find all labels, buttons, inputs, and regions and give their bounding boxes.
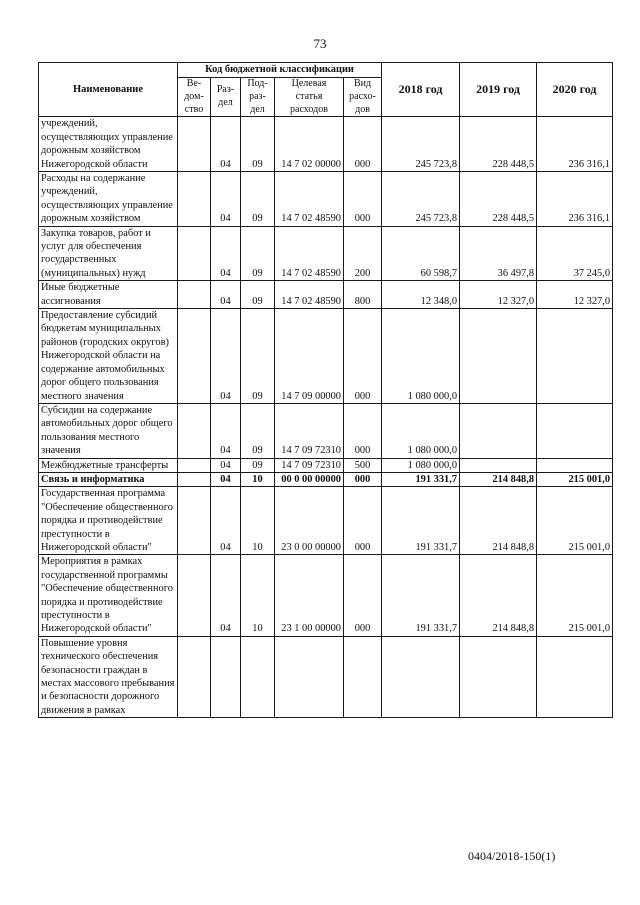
row-2020: 37 245,0 bbox=[537, 226, 613, 281]
row-2019 bbox=[460, 636, 537, 717]
header-name: Наименование bbox=[39, 63, 178, 117]
budget-table bbox=[38, 62, 613, 718]
row-target: 14 7 02 48590 bbox=[275, 226, 344, 281]
header-2020: 2020 год bbox=[537, 63, 613, 117]
row-razdel bbox=[211, 636, 241, 717]
table-row bbox=[39, 309, 613, 404]
header-razdel: Раз- дел bbox=[211, 78, 241, 117]
row-target bbox=[275, 636, 344, 717]
row-razdel: 04 bbox=[211, 281, 241, 309]
header-podrazdel: Под- раз- дел bbox=[241, 78, 275, 117]
row-2018: 191 331,7 bbox=[382, 472, 460, 486]
row-name: учреждений, осуществляющих управление дорожным хозяйством Нижегородской области bbox=[39, 117, 178, 172]
row-target: 14 7 02 48590 bbox=[275, 281, 344, 309]
table-row bbox=[39, 172, 613, 227]
row-vid: 000 bbox=[344, 472, 382, 486]
row-2019: 12 327,0 bbox=[460, 281, 537, 309]
header-vid: Вид расхо- дов bbox=[344, 78, 382, 117]
row-podrazdel: 09 bbox=[241, 117, 275, 172]
row-podrazdel: 09 bbox=[241, 458, 275, 472]
row-razdel: 04 bbox=[211, 172, 241, 227]
row-ved bbox=[178, 555, 211, 636]
row-2018: 191 331,7 bbox=[382, 555, 460, 636]
row-target: 14 7 09 72310 bbox=[275, 458, 344, 472]
row-razdel: 04 bbox=[211, 117, 241, 172]
row-podrazdel: 09 bbox=[241, 172, 275, 227]
row-razdel: 04 bbox=[211, 309, 241, 404]
row-podrazdel bbox=[241, 636, 275, 717]
row-target: 00 0 00 00000 bbox=[275, 472, 344, 486]
row-ved bbox=[178, 458, 211, 472]
row-2020: 215 001,0 bbox=[537, 555, 613, 636]
row-name: Повышение уровня технического обеспечения безопасности граждан в местах массового пребывания и безопасности дорожного движения в рамках bbox=[39, 636, 178, 717]
row-name: Предоставление субсидий бюджетам муниципальных районов (городских округов) Нижегородской области на содержание автомобильных дорог общего пользования местного значения bbox=[39, 309, 178, 404]
table-body bbox=[39, 117, 613, 718]
header-target: Целевая статья расходов bbox=[275, 78, 344, 117]
row-2019 bbox=[460, 309, 537, 404]
row-target: 23 1 00 00000 bbox=[275, 555, 344, 636]
row-2018: 1 080 000,0 bbox=[382, 458, 460, 472]
row-ved bbox=[178, 309, 211, 404]
row-podrazdel: 10 bbox=[241, 487, 275, 555]
row-2019: 214 848,8 bbox=[460, 555, 537, 636]
row-2020: 12 327,0 bbox=[537, 281, 613, 309]
table-row bbox=[39, 226, 613, 281]
row-ved bbox=[178, 172, 211, 227]
header-2019: 2019 год bbox=[460, 63, 537, 117]
row-2019: 214 848,8 bbox=[460, 487, 537, 555]
row-name: Мероприятия в рамках государственной программы "Обеспечение общественного порядка и противодействие преступности в Нижегородской области" bbox=[39, 555, 178, 636]
row-podrazdel: 09 bbox=[241, 309, 275, 404]
row-vid bbox=[344, 636, 382, 717]
header-2018: 2018 год bbox=[382, 63, 460, 117]
row-2020 bbox=[537, 403, 613, 458]
row-razdel: 04 bbox=[211, 487, 241, 555]
row-2018: 245 723,8 bbox=[382, 172, 460, 227]
row-target: 14 7 09 00000 bbox=[275, 309, 344, 404]
row-target: 14 7 02 00000 bbox=[275, 117, 344, 172]
row-ved bbox=[178, 636, 211, 717]
table-row bbox=[39, 636, 613, 717]
row-2018: 12 348,0 bbox=[382, 281, 460, 309]
row-2018 bbox=[382, 636, 460, 717]
table-row bbox=[39, 487, 613, 555]
row-ved bbox=[178, 226, 211, 281]
row-name: Межбюджетные трансферты bbox=[39, 458, 178, 472]
row-name: Расходы на содержание учреждений, осуществляющих управление дорожным хозяйством bbox=[39, 172, 178, 227]
row-name: Связь и информатика bbox=[39, 472, 178, 486]
row-razdel: 04 bbox=[211, 472, 241, 486]
row-vid: 000 bbox=[344, 555, 382, 636]
row-name: Субсидии на содержание автомобильных дорог общего пользования местного значения bbox=[39, 403, 178, 458]
row-2020: 236 316,1 bbox=[537, 117, 613, 172]
row-target: 14 7 02 48590 bbox=[275, 172, 344, 227]
row-2020 bbox=[537, 636, 613, 717]
row-2019: 228 448,5 bbox=[460, 172, 537, 227]
row-podrazdel: 09 bbox=[241, 403, 275, 458]
row-vid: 000 bbox=[344, 172, 382, 227]
row-podrazdel: 10 bbox=[241, 472, 275, 486]
header-ved: Ве- дом- ство bbox=[178, 78, 211, 117]
row-2018: 191 331,7 bbox=[382, 487, 460, 555]
row-2019: 214 848,8 bbox=[460, 472, 537, 486]
row-vid: 000 bbox=[344, 403, 382, 458]
row-2020 bbox=[537, 309, 613, 404]
row-2018: 1 080 000,0 bbox=[382, 403, 460, 458]
page-number: 73 bbox=[313, 36, 327, 51]
row-vid: 200 bbox=[344, 226, 382, 281]
row-vid: 500 bbox=[344, 458, 382, 472]
row-name: Закупка товаров, работ и услуг для обеспечения государственных (муниципальных) нужд bbox=[39, 226, 178, 281]
row-target: 23 0 00 00000 bbox=[275, 487, 344, 555]
row-podrazdel: 09 bbox=[241, 281, 275, 309]
row-2019: 36 497,8 bbox=[460, 226, 537, 281]
row-razdel: 04 bbox=[211, 403, 241, 458]
row-2019: 228 448,5 bbox=[460, 117, 537, 172]
row-ved bbox=[178, 117, 211, 172]
table-row bbox=[39, 281, 613, 309]
document-code: 0404/2018-150(1) bbox=[468, 849, 556, 863]
row-razdel: 04 bbox=[211, 458, 241, 472]
row-2020 bbox=[537, 458, 613, 472]
row-2020: 215 001,0 bbox=[537, 487, 613, 555]
row-vid: 800 bbox=[344, 281, 382, 309]
row-ved bbox=[178, 281, 211, 309]
row-vid: 000 bbox=[344, 309, 382, 404]
row-2019 bbox=[460, 403, 537, 458]
header-row bbox=[39, 63, 613, 78]
row-razdel: 04 bbox=[211, 226, 241, 281]
table-row bbox=[39, 458, 613, 472]
table-row bbox=[39, 403, 613, 458]
row-ved bbox=[178, 403, 211, 458]
row-name: Иные бюджетные ассигнования bbox=[39, 281, 178, 309]
row-2018: 60 598,7 bbox=[382, 226, 460, 281]
table-row bbox=[39, 117, 613, 172]
row-2020: 215 001,0 bbox=[537, 472, 613, 486]
row-2018: 1 080 000,0 bbox=[382, 309, 460, 404]
row-podrazdel: 09 bbox=[241, 226, 275, 281]
row-2018: 245 723,8 bbox=[382, 117, 460, 172]
table-row bbox=[39, 555, 613, 636]
row-vid: 000 bbox=[344, 117, 382, 172]
row-razdel: 04 bbox=[211, 555, 241, 636]
row-2020: 236 316,1 bbox=[537, 172, 613, 227]
row-ved bbox=[178, 472, 211, 486]
row-ved bbox=[178, 487, 211, 555]
row-2019 bbox=[460, 458, 537, 472]
row-podrazdel: 10 bbox=[241, 555, 275, 636]
header-code-group: Код бюджетной классификации bbox=[178, 63, 382, 78]
row-target: 14 7 09 72310 bbox=[275, 403, 344, 458]
table-row bbox=[39, 472, 613, 486]
row-vid: 000 bbox=[344, 487, 382, 555]
row-name: Государственная программа "Обеспечение общественного порядка и противодействие преступности в Нижегородской области" bbox=[39, 487, 178, 555]
